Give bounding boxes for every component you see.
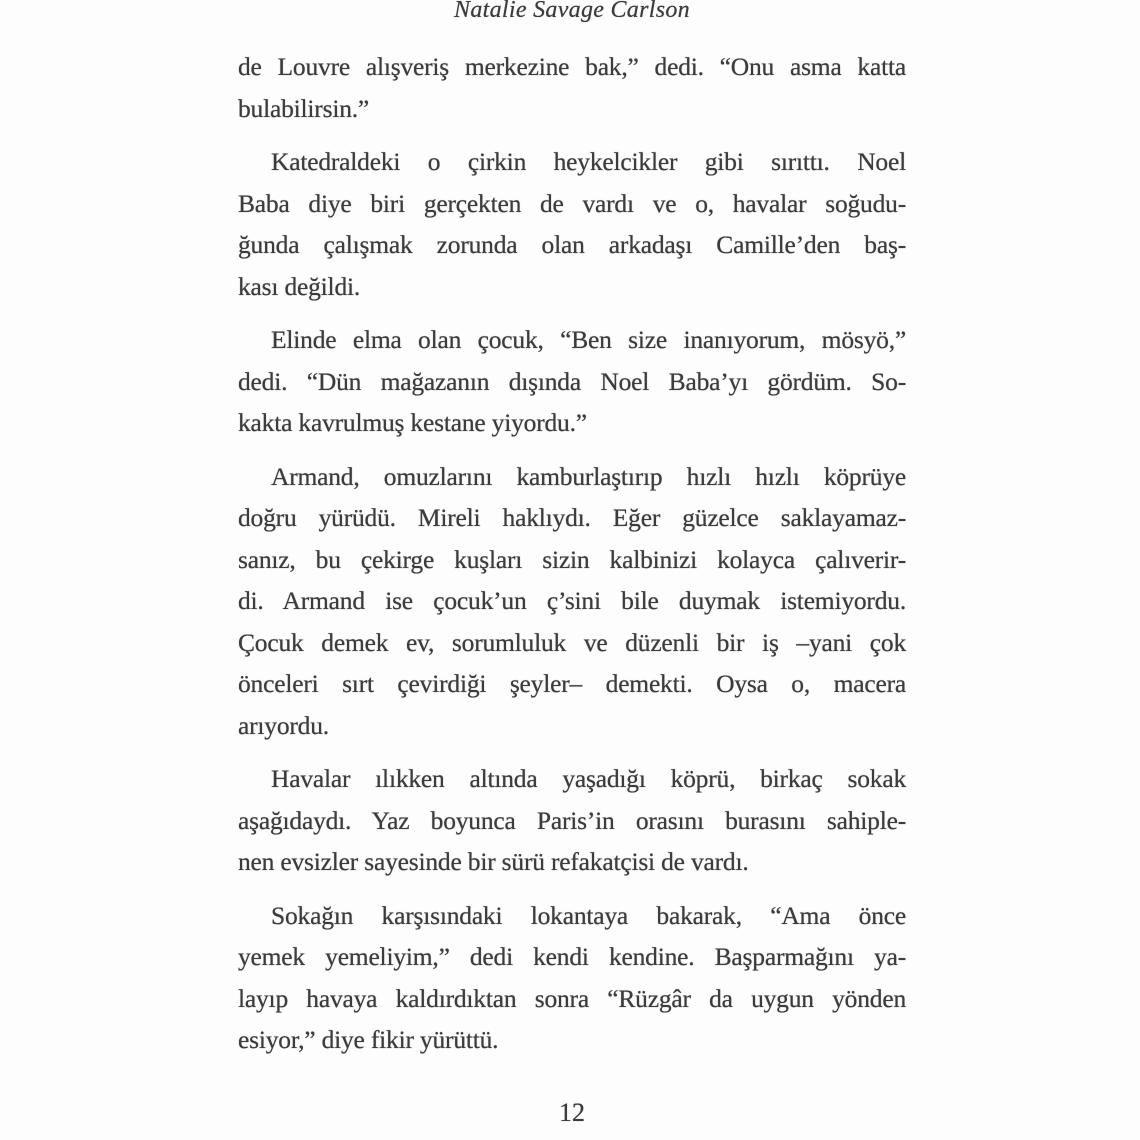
- text-line: dedi. “Dün mağazanın dışında Noel Baba’yı gördüm. So-: [238, 366, 906, 396]
- text-line: ğunda çalışmak zorunda olan arkadaşı Camille’den baş-: [238, 230, 906, 259]
- text-line: Katedraldeki o çirkin heykelcikler gibi sırıttı. Noel: [271, 147, 906, 176]
- paragraph: [238, 46, 906, 129]
- text-line: arıyordu.: [238, 710, 329, 740]
- text-line: aşağıdaydı. Yaz boyunca Paris’in orasını burasını sahiple-: [238, 805, 906, 835]
- paragraph: [238, 319, 906, 444]
- paragraph: [238, 758, 906, 883]
- text-line: kakta kavrulmuş kestane yiyordu.”: [238, 408, 587, 437]
- text-line: Elinde elma olan çocuk, “Ben size inanıyorum, mösyö,”: [271, 325, 906, 354]
- page-body: [238, 46, 906, 1061]
- paragraph: [238, 456, 906, 747]
- text-line: bulabilirsin.”: [238, 93, 370, 123]
- text-line: Çocuk demek ev, sorumluluk ve düzenli bir iş –yani çok: [238, 627, 906, 657]
- text-line: Armand, omuzlarını kamburlaştırıp hızlı hızlı köprüye: [271, 461, 906, 491]
- text-line: Sokağın karşısındaki lokantaya bakarak, “Ama önce: [271, 900, 906, 930]
- text-line: layıp havaya kaldırdıktan sonra “Rüzgâr da uygun yönden: [238, 983, 906, 1013]
- text-line: nen evsizler sayesinde bir sürü refakatçisi de vardı.: [238, 847, 749, 876]
- text-line: esiyor,” diye fikir yürüttü.: [238, 1025, 499, 1054]
- text-line: di. Armand ise çocuk’un ç’sini bile duymak istemiyordu.: [238, 586, 906, 615]
- text-line: yemek yemeliyim,” dedi kendi kendine. Başparmağını ya-: [238, 942, 906, 971]
- paragraph: [238, 141, 906, 307]
- paragraph: [238, 895, 906, 1061]
- text-line: de Louvre alışveriş merkezine bak,” dedi. “Onu asma katta: [238, 52, 906, 81]
- running-header: Natalie Savage Carlson: [454, 0, 690, 23]
- text-line: kası değildi.: [238, 271, 361, 301]
- text-line: önceleri sırt çevirdiği şeyler– demekti. Oysa o, macera: [238, 669, 906, 698]
- text-line: doğru yürüdü. Mireli haklıydı. Eğer güzelce saklayamaz-: [238, 503, 906, 532]
- text-line: Baba diye biri gerçekten de vardı ve o, havalar soğudu-: [238, 188, 906, 218]
- text-line: Havalar ılıkken altında yaşadığı köprü, birkaç sokak: [271, 764, 906, 793]
- text-line: sanız, bu çekirge kuşları sizin kalbinizi kolayca çalıverir-: [238, 544, 906, 574]
- page-number: 12: [559, 1098, 585, 1127]
